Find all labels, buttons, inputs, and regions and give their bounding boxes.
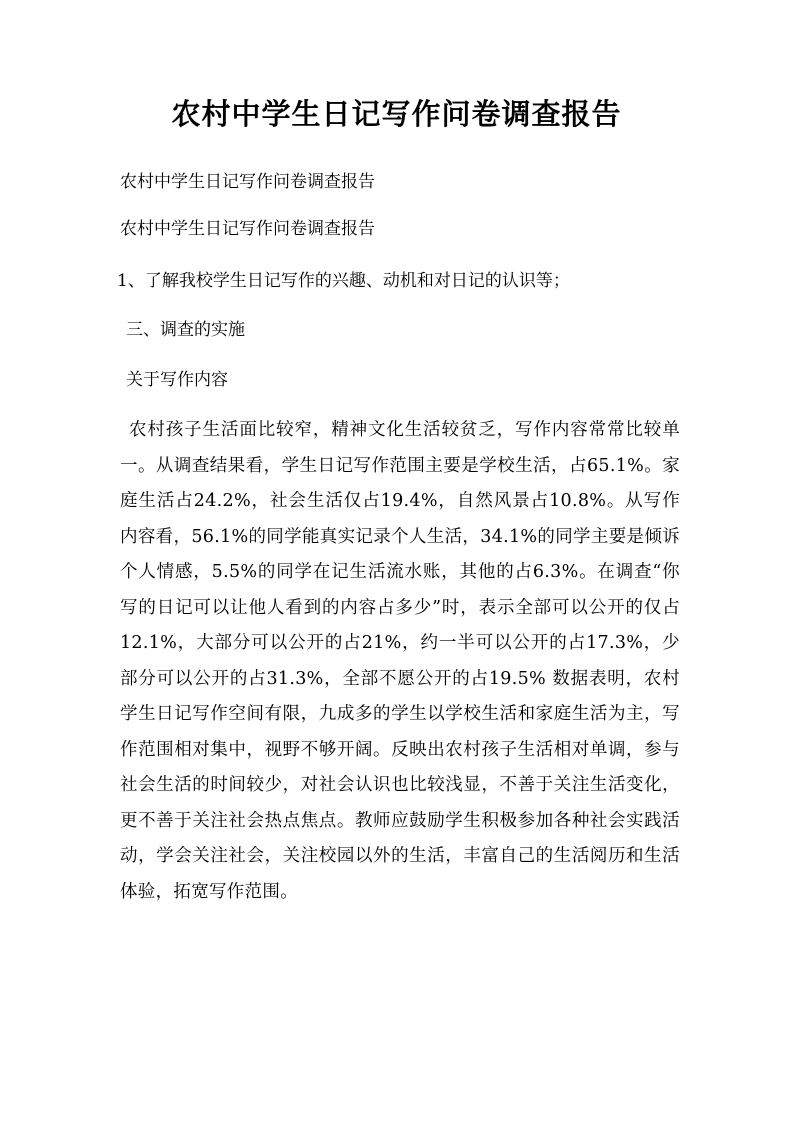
section-heading: 三、调查的实施 bbox=[126, 320, 245, 340]
body-paragraph: 农村孩子生活面比较窄，精神文化生活较贫乏，写作内容常常比较单一。从调查结果看，学生日记写作范围主要是学校生活，占65.1%。家庭生活占24.2%，社会生活仅占19.4%，自然风景占10.8%。从写作内容看，56.1%的同学能真实记录个人生活，34.1%的同学主要是倾诉个人情感，5.5%的同学在记生活流水账，其他的占6.3%。在调查“你写的日记可以让他人看到的内容占多少”时，表示全部可以公开的仅占12.1%，大部分可以公开的占21%，约一半可以公开的占17.3%，少部分可以公开的占31.3%，全部不愿公开的占19.5% 数据表明，农村学生日记写作空间有限，九成多的学生以学校生活和家庭生活为主，写作范围相对集中，视野不够开阔。反映出农村孩子生活相对单调，参与社会生活的时间较少，对社会认识也比较浅显，不善于关注生活变化，更不善于关注社会热点焦点。教师应鼓励学生积极参加各种社会实践活动，学会关注社会，关注校园以外的生活，丰富自己的生活阅历和生活体验，拓宽写作范围。 bbox=[120, 420, 680, 902]
list-item-1: 1、了解我校学生日记写作的兴趣、动机和对日记的认识等； bbox=[117, 271, 570, 291]
document-subtitle-1: 农村中学生日记写作问卷调查报告 bbox=[120, 172, 375, 192]
topic-heading: 关于写作内容 bbox=[126, 370, 228, 390]
document-subtitle-2: 农村中学生日记写作问卷调查报告 bbox=[120, 219, 375, 239]
document-title: 农村中学生日记写作问卷调查报告 bbox=[171, 97, 622, 131]
